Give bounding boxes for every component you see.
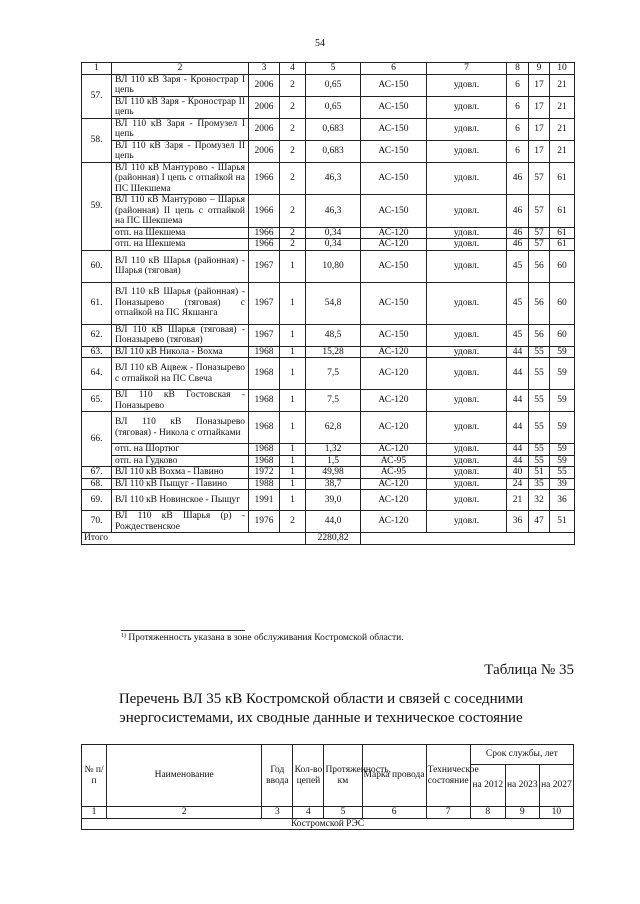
length-km: 0,34 [306, 227, 361, 239]
length-km: 0,683 [306, 118, 361, 140]
table-header-row [82, 63, 575, 75]
table-row [82, 412, 575, 444]
circuit-count: 1 [280, 250, 306, 282]
tech-state: удовл. [427, 511, 507, 533]
service-2027: 59 [550, 346, 575, 358]
wire-grade: АС-120 [361, 444, 427, 456]
tech-state: удовл. [427, 74, 507, 96]
service-2023: 55 [529, 346, 550, 358]
service-2023: 55 [529, 455, 550, 467]
header-cell: 7 [427, 63, 507, 75]
total-label: Итого [82, 533, 306, 545]
service-2027: 61 [550, 162, 575, 195]
service-2027: 59 [550, 358, 575, 390]
header-cell: 6 [361, 63, 427, 75]
service-2012: 6 [507, 140, 529, 162]
tech-state: удовл. [427, 444, 507, 456]
line-name: ВЛ 110 кВ Вохма - Павино [112, 467, 249, 479]
column-number: 8 [470, 807, 505, 819]
header-cell: 10 [550, 63, 575, 75]
service-2012: 46 [507, 195, 529, 228]
service-2027: 60 [550, 282, 575, 324]
header-year: Год ввода [262, 745, 293, 807]
header-num: № п/п [82, 745, 107, 807]
circuit-count: 2 [280, 96, 306, 118]
header-circuits: Кол-во цепей [293, 745, 324, 807]
service-2012: 44 [507, 390, 529, 412]
commission-year: 1967 [249, 324, 280, 346]
service-2027: 61 [550, 195, 575, 228]
header-cell: 5 [306, 63, 361, 75]
row-number: 70. [82, 511, 112, 533]
length-km: 0,34 [306, 239, 361, 251]
table-title: Перечень ВЛ 35 кВ Костромской области и связей с соседними энергосистемами, их сводные данные и техническое состояние [118, 691, 524, 726]
header-service: Срок службы, лет [470, 745, 573, 765]
service-2027: 59 [550, 412, 575, 444]
service-2023: 56 [529, 282, 550, 324]
wire-grade: АС-150 [361, 96, 427, 118]
length-km: 10,80 [306, 250, 361, 282]
table-row [82, 455, 575, 467]
length-km: 1,32 [306, 444, 361, 456]
table-row [82, 140, 575, 162]
length-km: 15,28 [306, 346, 361, 358]
footnote [121, 633, 404, 643]
total-empty [361, 533, 575, 545]
page-number: 54 [315, 38, 325, 49]
wire-grade: АС-150 [361, 282, 427, 324]
table-row [82, 324, 575, 346]
service-2023: 32 [529, 490, 550, 511]
circuit-count: 2 [280, 227, 306, 239]
service-2023: 57 [529, 195, 550, 228]
service-2023: 17 [529, 74, 550, 96]
tech-state: удовл. [427, 250, 507, 282]
service-2012: 45 [507, 250, 529, 282]
footnote-rule [121, 630, 245, 631]
circuit-count: 1 [280, 282, 306, 324]
commission-year: 2006 [249, 118, 280, 140]
circuit-count: 1 [280, 455, 306, 467]
length-km: 46,3 [306, 162, 361, 195]
row-number: 63. [82, 346, 112, 358]
commission-year: 1966 [249, 227, 280, 239]
table-row [82, 490, 575, 511]
line-name: ВЛ 110 кВ Заря - Промузел I цепь [112, 118, 249, 140]
tech-state: удовл. [427, 118, 507, 140]
length-km: 0,65 [306, 74, 361, 96]
line-name: ВЛ 110 кВ Шарья (тяговая) - Поназырево (тяговая) [112, 324, 249, 346]
wire-grade: АС-120 [361, 239, 427, 251]
line-name: ВЛ 110 кВ Заря - Кронострар I цепь [112, 74, 249, 96]
commission-year: 1968 [249, 412, 280, 444]
commission-year: 1967 [249, 282, 280, 324]
header-name: Наименование [107, 745, 262, 807]
wire-grade: АС-120 [361, 227, 427, 239]
lines-table [81, 62, 575, 545]
header-wire: Марка провода [362, 745, 426, 807]
tech-state: удовл. [427, 346, 507, 358]
wire-grade: АС-150 [361, 250, 427, 282]
service-2012: 44 [507, 346, 529, 358]
tech-state: удовл. [427, 195, 507, 228]
tech-state: удовл. [427, 467, 507, 479]
table-row [82, 250, 575, 282]
column-numbers-row [82, 807, 574, 819]
wire-grade: АС-150 [361, 74, 427, 96]
line-name: ВЛ 110 кВ Заря - Кронострар II цепь [112, 96, 249, 118]
service-2023: 55 [529, 390, 550, 412]
table-row [82, 195, 575, 228]
service-2012: 45 [507, 282, 529, 324]
header-cell: 4 [280, 63, 306, 75]
commission-year: 1976 [249, 511, 280, 533]
commission-year: 1966 [249, 239, 280, 251]
row-number: 58. [82, 118, 112, 162]
line-name: ВЛ 110 кВ Шарья (р) - Рождественское [112, 511, 249, 533]
service-2027: 21 [550, 118, 575, 140]
footnote-mark: 1) [121, 633, 126, 639]
tech-state: удовл. [427, 227, 507, 239]
service-2027: 21 [550, 96, 575, 118]
service-2012: 6 [507, 74, 529, 96]
tech-state: удовл. [427, 140, 507, 162]
line-name: ВЛ 110 кВ Новинское - Пыщуг [112, 490, 249, 511]
line-name: ВЛ 110 кВ Гостовская - Поназырево [112, 390, 249, 412]
service-2027: 21 [550, 74, 575, 96]
tech-state: удовл. [427, 455, 507, 467]
table-row [82, 74, 575, 96]
line-name: отп. на Шекшема [112, 227, 249, 239]
circuit-count: 1 [280, 390, 306, 412]
commission-year: 1968 [249, 390, 280, 412]
column-number: 6 [362, 807, 426, 819]
service-2023: 55 [529, 444, 550, 456]
row-number: 68. [82, 478, 112, 490]
table-row [82, 467, 575, 479]
row-number: 65. [82, 390, 112, 412]
service-2023: 56 [529, 250, 550, 282]
header-length: Протяженность, км [324, 745, 362, 807]
column-number: 3 [262, 807, 293, 819]
column-number: 1 [82, 807, 107, 819]
service-2012: 44 [507, 455, 529, 467]
service-2012: 6 [507, 96, 529, 118]
circuit-count: 2 [280, 511, 306, 533]
circuit-count: 1 [280, 478, 306, 490]
column-number: 9 [505, 807, 539, 819]
lines-table-body [82, 74, 575, 533]
tech-state: удовл. [427, 358, 507, 390]
service-2027: 51 [550, 511, 575, 533]
commission-year: 1972 [249, 467, 280, 479]
commission-year: 2006 [249, 96, 280, 118]
service-2027: 36 [550, 490, 575, 511]
tech-state: удовл. [427, 96, 507, 118]
service-2023: 57 [529, 239, 550, 251]
tech-state: удовл. [427, 390, 507, 412]
row-number: 69. [82, 490, 112, 511]
tech-state: удовл. [427, 412, 507, 444]
service-2023: 56 [529, 324, 550, 346]
service-2012: 6 [507, 118, 529, 140]
line-name: отп. на Гудково [112, 455, 249, 467]
service-2023: 35 [529, 478, 550, 490]
row-number: 57. [82, 74, 112, 118]
header-cell: 9 [529, 63, 550, 75]
wire-grade: АС-120 [361, 412, 427, 444]
length-km: 54,8 [306, 282, 361, 324]
circuit-count: 1 [280, 490, 306, 511]
service-2012: 46 [507, 162, 529, 195]
header-cell: 3 [249, 63, 280, 75]
service-2012: 44 [507, 444, 529, 456]
length-km: 49,98 [306, 467, 361, 479]
service-2023: 17 [529, 118, 550, 140]
service-2023: 55 [529, 358, 550, 390]
table-row [82, 227, 575, 239]
commission-year: 1968 [249, 444, 280, 456]
service-2023: 17 [529, 96, 550, 118]
table-row [82, 162, 575, 195]
circuit-count: 1 [280, 412, 306, 444]
service-2012: 21 [507, 490, 529, 511]
header-cell: 1 [82, 63, 112, 75]
row-number: 59. [82, 162, 112, 250]
line-name: ВЛ 110 кВ Мантурово - Шарья (районная) I цепь с отпайкой на ПС Шекшема [112, 162, 249, 195]
tech-state: удовл. [427, 239, 507, 251]
wire-grade: АС-150 [361, 195, 427, 228]
circuit-count: 2 [280, 140, 306, 162]
service-2027: 61 [550, 239, 575, 251]
circuit-count: 1 [280, 467, 306, 479]
wire-grade: АС-150 [361, 140, 427, 162]
service-2027: 39 [550, 478, 575, 490]
service-2027: 61 [550, 227, 575, 239]
column-number: 10 [539, 807, 573, 819]
service-2012: 45 [507, 324, 529, 346]
row-number: 62. [82, 324, 112, 346]
column-number: 4 [293, 807, 324, 819]
service-2012: 44 [507, 412, 529, 444]
table-row [82, 444, 575, 456]
line-name: отп. на Шекшема [112, 239, 249, 251]
table-row [82, 346, 575, 358]
service-2012: 44 [507, 358, 529, 390]
line-name: отп. на Шортюг [112, 444, 249, 456]
wire-grade: АС-120 [361, 478, 427, 490]
table-row [82, 118, 575, 140]
table-row [82, 96, 575, 118]
service-2012: 24 [507, 478, 529, 490]
commission-year: 1966 [249, 195, 280, 228]
commission-year: 1968 [249, 455, 280, 467]
tech-state: удовл. [427, 490, 507, 511]
table-row [82, 478, 575, 490]
line-name: ВЛ 110 кВ Пыщуг - Павино [112, 478, 249, 490]
footnote-text: Протяженность указана в зоне обслуживания Костромской области. [128, 633, 404, 643]
row-number: 60. [82, 250, 112, 282]
table35 [81, 744, 574, 830]
commission-year: 2006 [249, 140, 280, 162]
table-row [82, 358, 575, 390]
section-row [82, 818, 574, 830]
line-name: ВЛ 110 кВ Заря - Промузел II цепь [112, 140, 249, 162]
service-2023: 17 [529, 140, 550, 162]
row-number: 66. [82, 412, 112, 467]
wire-grade: АС-95 [361, 455, 427, 467]
line-name: ВЛ 110 кВ Шарья (районная) - Шарья (тяговая) [112, 250, 249, 282]
total-value: 2280,82 [306, 533, 361, 545]
service-2027: 55 [550, 467, 575, 479]
tech-state: удовл. [427, 282, 507, 324]
wire-grade: АС-120 [361, 390, 427, 412]
service-2023: 51 [529, 467, 550, 479]
column-number: 7 [426, 807, 470, 819]
length-km: 38,7 [306, 478, 361, 490]
circuit-count: 2 [280, 118, 306, 140]
wire-grade: АС-120 [361, 346, 427, 358]
service-2027: 59 [550, 390, 575, 412]
commission-year: 1991 [249, 490, 280, 511]
header-2027: на 2027 [539, 765, 573, 807]
row-number: 67. [82, 467, 112, 479]
circuit-count: 1 [280, 444, 306, 456]
length-km: 7,5 [306, 390, 361, 412]
length-km: 46,3 [306, 195, 361, 228]
wire-grade: АС-150 [361, 118, 427, 140]
circuit-count: 2 [280, 239, 306, 251]
table-row [82, 390, 575, 412]
circuit-count: 1 [280, 358, 306, 390]
service-2012: 40 [507, 467, 529, 479]
total-row [82, 533, 575, 545]
commission-year: 1968 [249, 358, 280, 390]
row-number: 64. [82, 358, 112, 390]
wire-grade: АС-150 [361, 324, 427, 346]
length-km: 0,683 [306, 140, 361, 162]
service-2027: 60 [550, 250, 575, 282]
circuit-count: 1 [280, 324, 306, 346]
length-km: 1,5 [306, 455, 361, 467]
service-2027: 60 [550, 324, 575, 346]
circuit-count: 2 [280, 195, 306, 228]
tech-state: удовл. [427, 324, 507, 346]
line-name: ВЛ 110 кВ Никола - Вохма [112, 346, 249, 358]
length-km: 39,0 [306, 490, 361, 511]
header-cell: 8 [507, 63, 529, 75]
line-name: ВЛ 110 кВ Мантурово – Шарья (районная) II цепь с отпайкой на ПС Шекшема [112, 195, 249, 228]
service-2027: 21 [550, 140, 575, 162]
service-2023: 47 [529, 511, 550, 533]
commission-year: 1988 [249, 478, 280, 490]
wire-grade: АС-150 [361, 162, 427, 195]
service-2023: 55 [529, 412, 550, 444]
circuit-count: 2 [280, 162, 306, 195]
table-row [82, 282, 575, 324]
line-name: ВЛ 110 кВ Ацвеж - Поназырево с отпайкой на ПС Свеча [112, 358, 249, 390]
line-name: ВЛ 110 кВ Шарья (районная) - Поназырево (тяговая) с отпайкой на ПС Якшанга [112, 282, 249, 324]
service-2023: 57 [529, 162, 550, 195]
service-2027: 59 [550, 444, 575, 456]
wire-grade: АС-120 [361, 511, 427, 533]
wire-grade: АС-95 [361, 467, 427, 479]
circuit-count: 1 [280, 346, 306, 358]
wire-grade: АС-120 [361, 490, 427, 511]
table-row [82, 511, 575, 533]
wire-grade: АС-120 [361, 358, 427, 390]
length-km: 0,65 [306, 96, 361, 118]
header-2023: на 2023 [505, 765, 539, 807]
row-number: 61. [82, 282, 112, 324]
column-number: 2 [107, 807, 262, 819]
length-km: 48,5 [306, 324, 361, 346]
header-state: Техническое состояние [426, 745, 470, 807]
table-row [82, 239, 575, 251]
service-2023: 57 [529, 227, 550, 239]
length-km: 44,0 [306, 511, 361, 533]
commission-year: 2006 [249, 74, 280, 96]
circuit-count: 2 [280, 74, 306, 96]
tech-state: удовл. [427, 478, 507, 490]
column-number: 5 [324, 807, 362, 819]
header-2012: на 2012 [470, 765, 505, 807]
section-label: Костромской РЭС [82, 818, 574, 830]
length-km: 62,8 [306, 412, 361, 444]
service-2027: 59 [550, 455, 575, 467]
commission-year: 1967 [249, 250, 280, 282]
commission-year: 1966 [249, 162, 280, 195]
tech-state: удовл. [427, 162, 507, 195]
table-label: Таблица № 35 [484, 662, 574, 678]
service-2012: 46 [507, 227, 529, 239]
length-km: 7,5 [306, 358, 361, 390]
commission-year: 1968 [249, 346, 280, 358]
service-2012: 46 [507, 239, 529, 251]
header-cell: 2 [112, 63, 249, 75]
line-name: ВЛ 110 кВ Поназырево (тяговая) - Никола с отпайками [112, 412, 249, 444]
service-2012: 36 [507, 511, 529, 533]
